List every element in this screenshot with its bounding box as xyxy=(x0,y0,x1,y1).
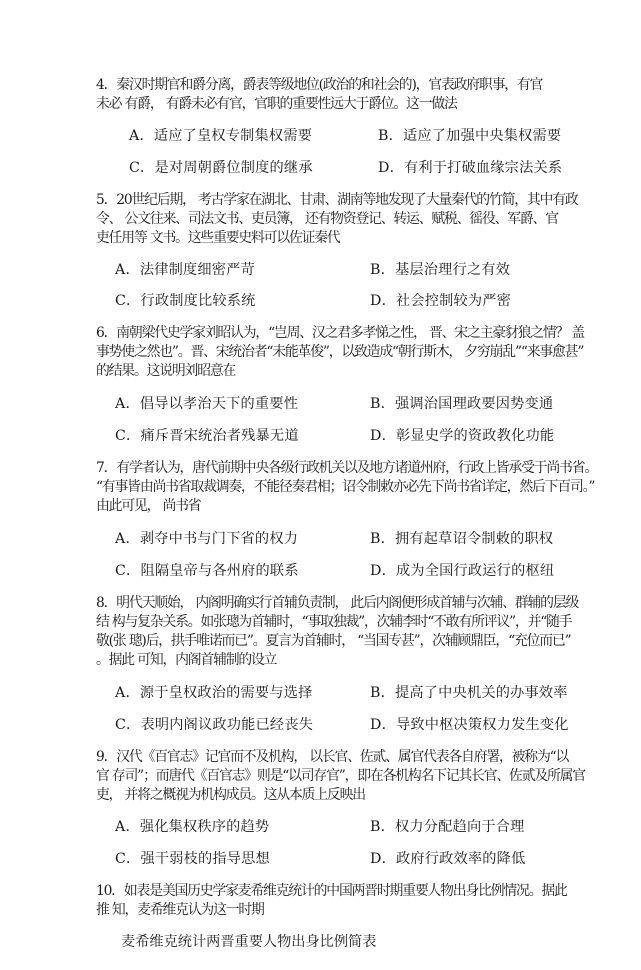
question-4-option-d[interactable]: D．有利于打破血缘宗法关系 xyxy=(378,160,563,176)
question-6-option-b[interactable]: B．强调治国理政要因势变通 xyxy=(370,396,554,412)
question-9-line-3: 吏， 并将之概视为机构成员。这从本质上反映出 xyxy=(96,787,365,803)
question-8-option-c[interactable]: C．表明内阁议政功能已经丧失 xyxy=(115,717,314,733)
question-9-option-b[interactable]: B．权力分配趋向于合理 xyxy=(370,819,525,835)
question-6-line-1: 6．南朝梁代史学家刘昭认为，“岂周、汉之君多孝悌之性， 晋、宋之主豪豺狼之情？ 盖 xyxy=(96,325,585,341)
question-5-option-c[interactable]: C．行政制度比较系统 xyxy=(115,293,256,309)
question-10-line-1: 10．如表是美国历史学家麦希维克统计的中国两晋时期重要人物出身比例情况。据此 xyxy=(96,883,567,899)
question-8-option-d[interactable]: D．导致中枢决策权力发生变化 xyxy=(370,717,569,733)
question-7-line-2: “有事皆由尚书省取裁调奏，不能径奏君相；诏令制敕亦必先下尚书省详定，然后下百司。” xyxy=(96,479,595,495)
question-8-option-b[interactable]: B．提高了中央机关的办事效率 xyxy=(370,685,568,701)
question-7-option-b[interactable]: B．拥有起草诏令制敕的职权 xyxy=(370,531,554,547)
question-9-option-a[interactable]: A．强化集权秩序的趋势 xyxy=(115,819,270,835)
question-8-option-a[interactable]: A．源于皇权政治的需要与选择 xyxy=(115,685,313,701)
question-6-option-a[interactable]: A．倡导以孝治天下的重要性 xyxy=(115,396,299,412)
question-6-option-c[interactable]: C．痛斥晋宋统治者残暴无道 xyxy=(115,428,299,444)
question-7-option-a[interactable]: A．剥夺中书与门下省的权力 xyxy=(115,531,299,547)
question-4-option-c[interactable]: C．是对周朝爵位制度的继承 xyxy=(129,160,313,176)
question-7-option-d[interactable]: D．成为全国行政运行的枢纽 xyxy=(370,563,555,579)
question-5-option-d[interactable]: D．社会控制较为严密 xyxy=(370,293,512,309)
question-6-line-3: 的结果。这说明刘昭意在 xyxy=(96,363,236,379)
question-5-option-a[interactable]: A．法律制度细密严苛 xyxy=(115,262,255,278)
question-7-line-1: 7．有学者认为，唐代前期中央各级行政机关以及地方诸道州府，行政上皆承受于尚书省。 xyxy=(96,460,597,476)
question-9-option-c[interactable]: C．强干弱枝的指导思想 xyxy=(115,851,270,867)
question-5-option-b[interactable]: B．基层治理行之有效 xyxy=(370,262,511,278)
question-10-line-2: 推 知，麦希维克认为这一时期 xyxy=(96,902,264,918)
question-4-line-1: 4．秦汉时期官和爵分离，爵表等级地位(政治的和社会的)，官表政府职事，有官 xyxy=(96,77,543,93)
question-4-line-2: 未必 有爵， 有爵未必有官，官职的重要性远大于爵位。这一做法 xyxy=(96,96,457,112)
question-5-line-3: 吏任用等 文书。这些重要史料可以佐证秦代 xyxy=(96,230,340,246)
question-5-line-1: 5．20世纪后期， 考古学家在湖北、甘肃、湖南等地发现了大量秦代的竹简，其中有政 xyxy=(96,192,578,208)
question-7-line-3: 由此可见， 尚书省 xyxy=(96,498,201,514)
question-9-option-d[interactable]: D．政府行政效率的降低 xyxy=(370,851,526,867)
question-6-line-2: 事势使之然也”。晋、宋统治者“未能革俊”，以致造成“朝行斯木， 夕穷崩乱”“来事愈甚” xyxy=(96,344,584,360)
question-7-option-c[interactable]: C．阻隔皇帝与各州府的联系 xyxy=(115,563,299,579)
question-8-line-4: 。据此 可知，内阁首辅制的设立 xyxy=(96,652,277,668)
question-4-option-a[interactable]: A．适应了皇权专制集权需要 xyxy=(129,128,313,144)
question-4-option-b[interactable]: B．适应了加强中央集权需要 xyxy=(378,128,562,144)
question-6-option-d[interactable]: D．彰显史学的资政教化功能 xyxy=(370,428,555,444)
question-9-line-2: 官 存司”；而唐代《百官志》则是“以司存官”，即在各机构名下记其长官、佐贰及所属官 xyxy=(96,768,585,784)
question-5-line-2: 令、 公文往来、司法文书、吏员簿， 还有物资登记、转运、赋税、徭役、军爵、官 xyxy=(96,211,558,227)
question-9-line-1: 9．汉代《百官志》记官而不及机构， 以长官、佐贰、属官代表各自府署，被称为“以 xyxy=(96,749,569,765)
question-8-line-1: 8．明代天顺始， 内阁明确实行首辅负责制， 此后内阁便形成首辅与次辅、群辅的层级 xyxy=(96,595,579,611)
question-8-line-3: 敬(张 璁)后，拱手唯诺而已”。夏言为首辅时， “当国专甚”，次辅顾鼎臣，“充位而已” xyxy=(96,633,571,649)
question-8-line-2: 结 构与复杂关系。如张璁为首辅时，“事取独裁”，次辅李时“不敢有所评议”，并“随手 xyxy=(96,614,572,630)
table-caption: 麦希维克统计两晋重要人物出身比例简表 xyxy=(121,934,377,950)
